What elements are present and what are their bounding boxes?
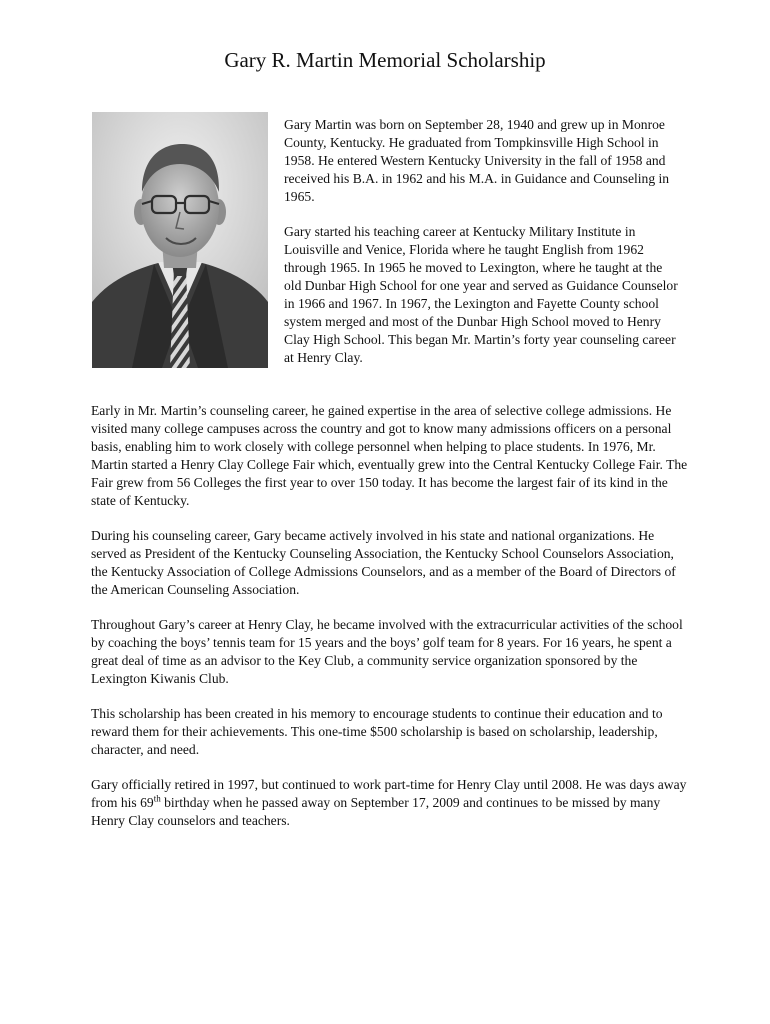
intro-paragraph: Gary Martin was born on September 28, 1940 and grew up in Monroe County, Kentucky. He graduated from Tompkinsville High School in 1958. He entered Western Kentucky University in the fall of 1958 and received his B.A. in 1962 and his M.A. in Guidance and Counseling in 1965. <box>284 117 670 204</box>
body-paragraph: Early in Mr. Martin’s counseling career, he gained expertise in the area of selective college admissions. He visited many college campuses across the country and got to know many admissions officers on a personal basis, enabling him to work closely with college personnel when helping to place students. In 1976, Mr. Martin started a Henry Clay College Fair which, eventually grew into the Central Kentucky College Fair. The Fair grew from 56 Colleges the first year to over 150 today. It has become the largest fair of its kind in the state of Kentucky. <box>91 403 688 508</box>
intro-paragraph: Gary started his teaching career at Kentucky Military Institute in Louisville and Venice, Florida where he taught English from 1962 through 1965. In 1965 he moved to Lexington, where he taught at the old Dunbar High School for one year and served as Guidance Counselor in 1966 and 1967. In 1967, the Lexington and Fayette County school system merged and most of the Dunbar High School moved to Henry Clay High School. This began Mr. Martin’s forty year counseling career at Henry Clay. <box>284 224 678 365</box>
ordinal-suffix: th <box>153 793 161 804</box>
body-paragraph: Throughout Gary’s career at Henry Clay, he became involved with the extracurricular activities of the school by coaching the boys’ tennis team for 15 years and the boys’ golf team for 8 years. For 16 years, he spent a great deal of time as an advisor to the Key Club, a community service organization sponsored by the Lexington Kiwanis Club. <box>91 617 683 686</box>
body-text <box>91 402 691 847</box>
portrait-illustration <box>92 112 268 368</box>
portrait-photo <box>92 112 268 368</box>
body-paragraph: This scholarship has been created in his memory to encourage students to continue their education and to reward them for their achievements. This one-time $500 scholarship is based on scholarship, leadership, character, and need. <box>91 706 663 757</box>
page-title: Gary R. Martin Memorial Scholarship <box>224 48 546 72</box>
body-paragraph: During his counseling career, Gary became actively involved in his state and national organizations. He served as President of the Kentucky Counseling Association, the Kentucky School Counselors Association, the Kentucky Association of College Admissions Counselors, and as a member of the Board of Directors of the American Counseling Association. <box>91 528 676 597</box>
intro-text <box>284 116 682 384</box>
closing-text-start: Gary officially retired in 1997, but continued to work part-time for Henry Clay until 2008. He was days away from his 69 <box>91 777 687 810</box>
closing-text-end: birthday when he passed away on September 17, 2009 and continues to be missed by many Henry Clay counselors and teachers. <box>91 795 661 828</box>
closing-paragraph <box>91 776 691 830</box>
